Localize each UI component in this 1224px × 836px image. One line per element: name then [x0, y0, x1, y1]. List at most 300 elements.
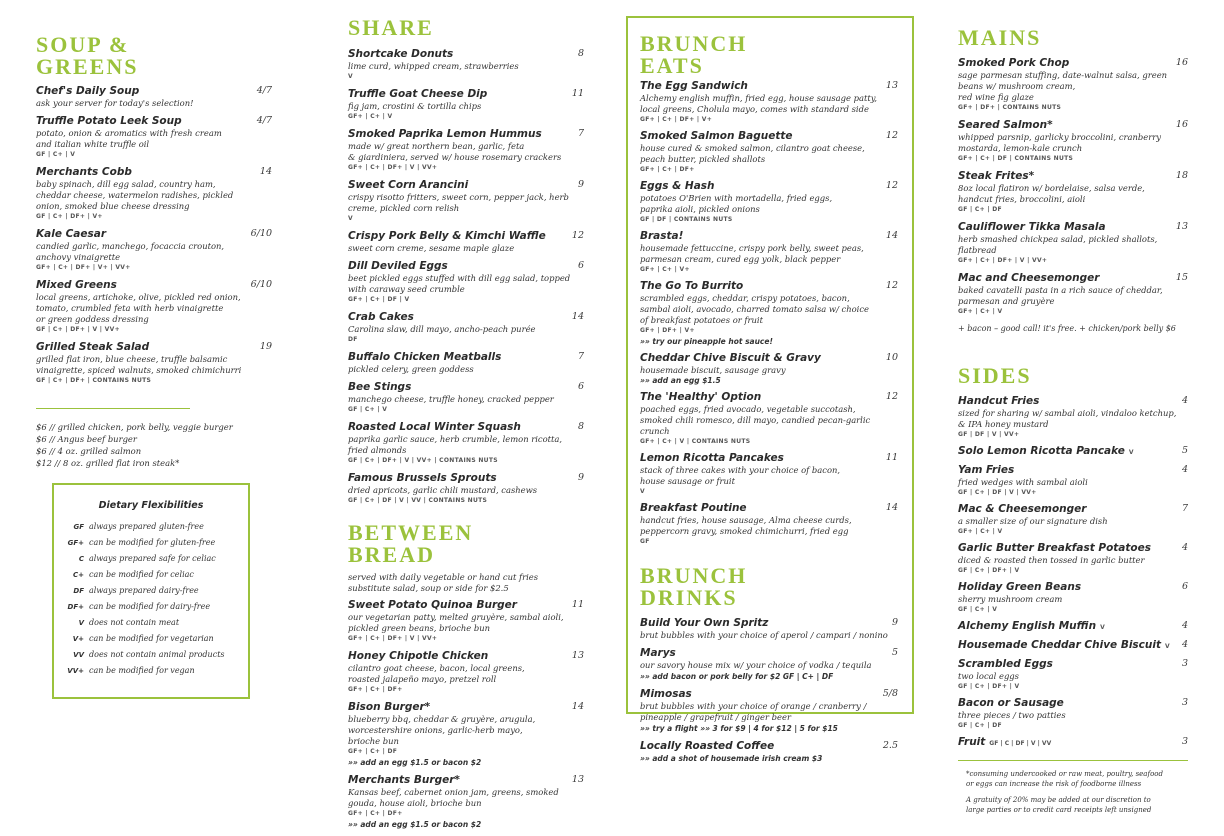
item-name-text: Marys — [640, 647, 676, 659]
section-title-between: BETWEEN BREAD — [348, 520, 474, 567]
item-description: brioche bun — [348, 736, 399, 746]
dietary-tags: GF | DF | V | VV+ — [958, 431, 1020, 438]
item-description: handcut fries, house sausage, Alma cheese curds, — [640, 515, 852, 525]
item-name-text: Truffle Goat Cheese Dip — [348, 88, 488, 100]
item-price: 4 — [1181, 464, 1188, 475]
item-price: 13 — [571, 774, 584, 785]
item-description: smoked chili romesco, dill mayo, candied pecan-garlic — [640, 415, 871, 425]
item-description: red wine fig glaze — [958, 92, 1034, 102]
menu-item — [958, 697, 1188, 731]
item-description: & giardiniera, served w/ house rosemary crackers — [348, 152, 562, 162]
dietary-tags: GF — [640, 538, 650, 545]
dietary-tags: GF+ | C+ | DF+ — [640, 166, 695, 173]
item-name-text: Cheddar Chive Biscuit & Gravy — [640, 352, 821, 364]
item-price: 3 — [1181, 658, 1188, 669]
menu-item — [640, 617, 898, 641]
dietary-tags: GF | C+ | V — [348, 406, 388, 413]
item-description: cilantro goat cheese, bacon, local greens, — [348, 663, 525, 673]
item-description: peach butter, pickled shallots — [640, 154, 766, 164]
dietary-tags: GF+ | C+ | V — [958, 308, 1003, 315]
item-name-text: Crab Cakes — [348, 311, 414, 323]
item-description: beet pickled eggs stuffed with dill egg salad, topped — [348, 273, 571, 283]
dietary-code: V — [78, 619, 84, 627]
dietary-tags: GF+ | DF+ | CONTAINS NUTS — [958, 104, 1062, 111]
item-description: worcestershire onions, garlic-herb mayo, — [348, 725, 523, 735]
menu-item — [348, 351, 584, 375]
item-description: beans w/ mushroom cream, — [958, 81, 1076, 91]
item-description: candied garlic, manchego, focaccia crouton, — [36, 241, 225, 251]
soup-items — [36, 85, 272, 386]
menu-item — [640, 280, 898, 347]
dietary-tags: GF+ | C+ | DF — [348, 748, 398, 755]
item-description: Alchemy english muffin, fried egg, house sausage patty, — [640, 93, 878, 103]
item-name-text: Solo Lemon Ricotta Pancake — [958, 445, 1125, 457]
dietary-text: can be modified for vegan — [89, 666, 195, 675]
item-addon-note: »» add a shot of housemade irish cream $3 — [640, 754, 823, 763]
item-name-text: Bee Stings — [348, 381, 412, 393]
item-price: 13 — [885, 80, 898, 91]
mains-items — [958, 57, 1188, 317]
menu-item — [36, 341, 272, 386]
item-name — [348, 48, 584, 61]
addons-list — [36, 421, 272, 469]
menu-item — [348, 701, 584, 768]
item-price: 19 — [259, 341, 272, 352]
item-price: 12 — [885, 280, 898, 291]
item-name-text: Scrambled Eggs — [958, 658, 1053, 670]
item-price: 12 — [885, 391, 898, 402]
item-addon-note: »» try a flight »» 3 for $9 | 4 for $12 | 5 for $15 — [640, 724, 838, 733]
item-name — [640, 180, 898, 193]
item-description: cheddar cheese, watermelon radishes, pickled — [36, 190, 234, 200]
item-description: gouda, house aioli, brioche bun — [348, 798, 482, 808]
item-name — [958, 170, 1188, 183]
item-name — [640, 391, 898, 404]
item-price: 14 — [259, 166, 272, 177]
item-description: brut bubbles with your choice of orange / cranberry / — [640, 701, 867, 711]
item-name-text: The 'Healthy' Option — [640, 391, 762, 403]
dietary-text: can be modified for vegetarian — [89, 634, 214, 643]
dietary-tags: V — [348, 215, 353, 222]
menu-item — [348, 472, 584, 506]
item-description: paprika garlic sauce, herb crumble, lemon ricotta, — [348, 434, 563, 444]
dietary-row — [62, 535, 248, 551]
menu-item — [36, 85, 272, 109]
item-name — [36, 341, 272, 354]
menu-item — [958, 272, 1188, 317]
dietary-code: DF — [73, 587, 84, 595]
dietary-text: does not contain meat — [89, 618, 180, 627]
item-price: 16 — [1175, 57, 1188, 68]
item-name-text: Alchemy English Muffin — [958, 620, 1097, 632]
dietary-tags: GF+ | C+ | DF | V — [348, 296, 410, 303]
item-price: 4/7 — [256, 85, 272, 96]
item-name — [958, 57, 1188, 70]
item-price: 6 — [577, 260, 584, 271]
section-title-drinks: BRUNCH DRINKS — [640, 563, 748, 610]
item-price: 14 — [571, 311, 584, 322]
item-name-text: Sweet Corn Arancini — [348, 179, 469, 191]
item-price: 16 — [1175, 119, 1188, 130]
item-description: mostarda, lemon-kale crunch — [958, 143, 1083, 153]
item-name — [958, 581, 1188, 594]
item-description: lime curd, whipped cream, strawberries — [348, 61, 519, 71]
dietary-tags: GF | C+ | DF+ | CONTAINS NUTS — [36, 377, 152, 384]
column-soup — [36, 0, 272, 469]
item-name-text: Mac & Cheesemonger — [958, 503, 1087, 515]
dietary-tags: DF — [348, 336, 358, 343]
item-name-text: Mixed Greens — [36, 279, 117, 291]
dietary-tags: GF | C+ | DF — [958, 722, 1002, 729]
item-name-text: Bacon or Sausage — [958, 697, 1064, 709]
dietary-tags: GF | C+ | DF+ | V | VV+ — [36, 326, 120, 333]
menu-item — [348, 311, 584, 345]
dietary-code: VV+ — [67, 667, 84, 675]
dietary-tags: GF+ | C+ | DF+ — [348, 810, 403, 817]
dietary-text: always prepared safe for celiac — [89, 554, 216, 563]
item-description: potatoes O'Brien with mortadella, fried eggs, — [640, 193, 833, 203]
item-name — [640, 647, 898, 660]
item-description: crunch — [640, 426, 670, 436]
item-price: 9 — [891, 617, 898, 628]
item-name — [958, 272, 1188, 285]
item-name-text: Kale Caesar — [36, 228, 107, 240]
menu-item — [348, 230, 584, 254]
addon-line: $6 // grilled chicken, pork belly, veggie burger — [36, 422, 233, 432]
item-description: Carolina slaw, dill mayo, ancho-peach purée — [348, 324, 536, 334]
item-name-text: Brasta! — [640, 230, 684, 242]
intro-line: served with daily vegetable or hand cut fries — [348, 572, 539, 582]
dietary-tags: GF+ | C+ | V — [958, 528, 1003, 535]
item-name — [640, 617, 898, 630]
item-price: 9 — [577, 179, 584, 190]
footer-line: or eggs can increase the risk of foodborne illness — [966, 780, 1142, 788]
item-name-text: Roasted Local Winter Squash — [348, 421, 521, 433]
section-title-soup: SOUP & GREENS — [36, 32, 139, 79]
menu-item — [958, 620, 1188, 634]
item-price: 15 — [1175, 272, 1188, 283]
dietary-text: can be modified for celiac — [89, 570, 194, 579]
dietary-row — [62, 583, 248, 599]
item-name-text: Mimosas — [640, 688, 692, 700]
item-name — [348, 381, 584, 394]
dietary-tags: GF+ | C+ | V | CONTAINS NUTS — [640, 438, 751, 445]
item-name — [36, 279, 272, 292]
item-name — [36, 115, 272, 128]
item-name — [348, 230, 584, 243]
dietary-tags: GF | C+ | DF+ | V | VV+ | CONTAINS NUTS — [348, 457, 498, 464]
drinks-items — [640, 617, 898, 764]
item-name-text: Bison Burger* — [348, 701, 431, 713]
menu-item — [640, 452, 898, 497]
item-description: local greens, Cholula mayo, comes with standard side — [640, 104, 869, 114]
item-description: 8oz local flatiron w/ bordelaise, salsa verde, — [958, 183, 1145, 193]
item-name — [348, 260, 584, 273]
item-name — [36, 166, 272, 179]
menu-item — [348, 128, 584, 173]
item-name — [958, 542, 1188, 555]
dietary-text: can be modified for dairy-free — [89, 602, 211, 611]
item-name — [348, 88, 584, 101]
addon-line: $6 // Angus beef burger — [36, 434, 137, 444]
item-description: sambal aioli, avocado, charred tomato salsa w/ choice — [640, 304, 870, 314]
item-name — [348, 599, 584, 612]
item-description: local greens, artichoke, olive, pickled red onion, — [36, 292, 241, 302]
item-name — [36, 228, 272, 241]
item-name — [640, 452, 898, 465]
item-description: flatbread — [958, 245, 997, 255]
dietary-code: C+ — [72, 571, 84, 579]
item-price: 11 — [571, 599, 584, 610]
item-name-text: Shortcake Donuts — [348, 48, 454, 60]
item-description: pineapple / grapefruit / ginger beer — [640, 712, 791, 722]
item-description: ask your server for today's selection! — [36, 98, 194, 108]
item-price: 4 — [1181, 395, 1188, 406]
item-price: 6/10 — [250, 279, 272, 290]
item-price: 13 — [1175, 221, 1188, 232]
menu-item — [640, 352, 898, 386]
item-name-text: Holiday Green Beans — [958, 581, 1082, 593]
item-description: tomato, crumbled feta with herb vinaigrette — [36, 303, 224, 313]
item-name-text: Merchants Burger* — [348, 774, 460, 786]
item-description: diced & roasted then tossed in garlic butter — [958, 555, 1145, 565]
item-description: fried wedges with sambal aioli — [958, 477, 1088, 487]
item-name — [958, 697, 1188, 710]
item-name-text: Truffle Potato Leek Soup — [36, 115, 182, 127]
item-description: baked cavatelli pasta in a rich sauce of cheddar, — [958, 285, 1163, 295]
item-name-text: Garlic Butter Breakfast Potatoes — [958, 542, 1151, 554]
item-name — [958, 620, 1188, 634]
item-description: or green goddess dressing — [36, 314, 149, 324]
menu-item — [640, 130, 898, 175]
item-description: grilled flat iron, blue cheese, truffle balsamic — [36, 354, 228, 364]
item-price: 5 — [891, 647, 898, 658]
item-description: two local eggs — [958, 671, 1019, 681]
item-description: sage parmesan stuffing, date-walnut salsa, green — [958, 70, 1168, 80]
item-name-text: The Egg Sandwich — [640, 80, 748, 92]
item-description: three pieces / two patties — [958, 710, 1066, 720]
item-description: onion, smoked blue cheese dressing — [36, 201, 190, 211]
dietary-tags: GF | C+ | V — [36, 151, 76, 158]
item-description: & IPA honey mustard — [958, 419, 1049, 429]
item-price: 14 — [885, 502, 898, 513]
item-name-text: Smoked Paprika Lemon Hummus — [348, 128, 542, 140]
item-name-text: Sweet Potato Quinoa Burger — [348, 599, 517, 611]
item-price: 5/8 — [882, 688, 898, 699]
menu-item — [958, 395, 1188, 440]
menu-item — [348, 88, 584, 122]
item-description: crispy risotto fritters, sweet corn, pepper jack, herb — [348, 192, 569, 202]
item-name-text: Famous Brussels Sprouts — [348, 472, 497, 484]
dietary-tags: GF+ | C+ | V+ — [640, 266, 690, 273]
item-description: herb smashed chickpea salad, pickled shallots, — [958, 234, 1158, 244]
item-name — [958, 464, 1188, 477]
menu-item — [958, 658, 1188, 692]
menu-item — [640, 391, 898, 447]
item-price: 12 — [571, 230, 584, 241]
addon-line: $6 // 4 oz. grilled salmon — [36, 446, 142, 456]
dietary-tags: V — [640, 488, 645, 495]
menu-item — [348, 381, 584, 415]
item-description: whipped parsnip, garlicky broccolini, cranberry — [958, 132, 1161, 142]
item-addon-note: »» add an egg $1.5 or bacon $2 — [348, 820, 482, 829]
dietary-row — [62, 647, 248, 663]
item-description: sweet corn creme, sesame maple glaze — [348, 243, 515, 253]
menu-item — [348, 650, 584, 695]
item-name — [348, 311, 584, 324]
item-price: 14 — [571, 701, 584, 712]
item-name — [958, 395, 1188, 408]
item-name — [348, 472, 584, 485]
item-price: 12 — [885, 180, 898, 191]
menu-item — [36, 228, 272, 273]
dietary-row — [62, 519, 248, 535]
item-description: fig jam, crostini & tortilla chips — [348, 101, 482, 111]
dietary-tags: GF+ | C+ | DF+ | V+ | VV+ — [36, 264, 131, 271]
item-price: 5 — [1181, 445, 1188, 456]
dietary-tags: GF | C+ | DF+ | V+ — [36, 213, 103, 220]
menu-item — [348, 599, 584, 644]
item-name-text: Smoked Pork Chop — [958, 57, 1070, 69]
menu-item — [348, 48, 584, 82]
footer-line: large parties or to credit card receipts left unsigned — [966, 806, 1152, 814]
item-name-text: Fruit — [958, 736, 986, 748]
menu-item — [640, 180, 898, 225]
item-description: fried almonds — [348, 445, 407, 455]
footer-warning — [966, 769, 1188, 789]
item-name — [640, 740, 898, 753]
item-description: paprika aioli, pickled onions — [640, 204, 760, 214]
dietary-code: GF — [73, 523, 84, 531]
item-price: 2.5 — [882, 740, 898, 751]
item-description: peppercorn gravy, smoked chimichurri, fried egg — [640, 526, 849, 536]
item-price: 10 — [885, 352, 898, 363]
dietary-tags: »» add an egg $1.5 — [640, 376, 721, 385]
section-title-share: SHARE — [348, 15, 434, 40]
item-price: 9 — [577, 472, 584, 483]
menu-item — [640, 740, 898, 764]
dietary-tags: GF+ | C+ | DF+ | V+ — [640, 116, 713, 123]
item-description: parmesan cream, cured egg yolk, black pepper — [640, 254, 841, 264]
item-description: a smaller size of our signature dish — [958, 516, 1108, 526]
item-inline-tags: GF | C | DF | V | VV — [989, 740, 1052, 747]
item-name — [958, 736, 1188, 750]
item-price: 4 — [1181, 620, 1188, 631]
item-name-text: Crispy Pork Belly & Kimchi Waffle — [348, 230, 546, 242]
item-name-text: The Go To Burrito — [640, 280, 744, 292]
item-description: housemade biscuit, sausage gravy — [640, 365, 786, 375]
menu-item — [640, 647, 898, 682]
item-description: house sausage or fruit — [640, 476, 735, 486]
divider — [958, 760, 1188, 761]
menu-item — [348, 260, 584, 305]
dietary-code: V+ — [72, 635, 84, 643]
dietary-code: VV — [73, 651, 84, 659]
menu-item — [36, 166, 272, 222]
item-name — [640, 688, 898, 701]
item-description: our savory house mix w/ your choice of vodka / tequila — [640, 660, 872, 670]
item-name — [348, 351, 584, 364]
mains-addon: + bacon – good call! it's free. + chicken/pork belly $6 — [958, 324, 1176, 333]
item-description: brut bubbles with your choice of aperol / campari / nonino — [640, 630, 888, 640]
dietary-box — [52, 483, 250, 699]
item-price: 11 — [885, 452, 898, 463]
item-price: 13 — [571, 650, 584, 661]
column-brunch — [640, 0, 898, 770]
dietary-tags: GF+ | C+ | DF | CONTAINS NUTS — [958, 155, 1074, 162]
dietary-list — [62, 519, 248, 679]
dietary-tags: GF+ | C+ | DF+ | V | VV+ — [958, 257, 1048, 264]
item-price: 7 — [577, 351, 584, 362]
item-inline-tags: V — [1128, 449, 1134, 456]
share-items — [348, 48, 584, 506]
item-name — [640, 280, 898, 293]
item-addon-note: »» try our pineapple hot sauce! — [640, 337, 773, 346]
item-name — [348, 650, 584, 663]
dietary-text: always prepared gluten-free — [89, 522, 204, 531]
item-description: vinaigrette, spiced walnuts, smoked chimichurri — [36, 365, 242, 375]
dietary-text: does not contain animal products — [89, 650, 225, 659]
item-name-text: Lemon Ricotta Pancakes — [640, 452, 784, 464]
item-inline-tags: V — [1165, 643, 1170, 650]
dietary-row — [62, 567, 248, 583]
dietary-text: always prepared dairy-free — [89, 586, 199, 595]
item-price: 6 — [577, 381, 584, 392]
menu-item — [958, 542, 1188, 576]
item-name-text: Eggs & Hash — [640, 180, 715, 192]
menu-item — [640, 80, 898, 125]
item-description: Kansas beef, cabernet onion jam, greens, smoked — [348, 787, 559, 797]
item-price: 3 — [1181, 736, 1188, 747]
item-price: 18 — [1175, 170, 1188, 181]
item-name-text: Mac and Cheesemonger — [958, 272, 1100, 284]
dietary-code: DF+ — [67, 603, 84, 611]
item-name — [640, 130, 898, 143]
item-description: poached eggs, fried avocado, vegetable succotash, — [640, 404, 856, 414]
item-name-text: Cauliflower Tikka Masala — [958, 221, 1106, 233]
item-addon-note: »» add an egg $1.5 or bacon $2 — [348, 758, 482, 767]
dietary-tags: GF | C+ | DF | V | VV+ — [958, 489, 1037, 496]
dietary-tags: V — [348, 73, 353, 80]
item-description: and italian white truffle oil — [36, 139, 150, 149]
dietary-code: C — [78, 555, 84, 563]
divider — [36, 408, 190, 409]
item-description: housemade fettuccine, crispy pork belly, sweet peas, — [640, 243, 864, 253]
item-description: pickled green beans, brioche bun — [348, 623, 491, 633]
dietary-tags: GF | C+ | DF — [958, 206, 1002, 213]
item-description: made w/ great northern bean, garlic, feta — [348, 141, 525, 151]
item-description: creme, pickled corn relish — [348, 203, 460, 213]
menu-item — [958, 221, 1188, 266]
item-description: sized for sharing w/ sambal aioli, vindaloo ketchup, — [958, 408, 1177, 418]
dietary-tags: GF | C+ | DF+ | V — [958, 683, 1020, 690]
dietary-row — [62, 551, 248, 567]
item-price: 6/10 — [250, 228, 272, 239]
item-addon-note: »» add bacon or pork belly for $2 GF | C+ | DF — [640, 672, 834, 681]
dietary-tags: GF | C+ | DF+ | V — [958, 567, 1020, 574]
item-description: parmesan and gruyère — [958, 296, 1055, 306]
item-price: 8 — [577, 48, 584, 59]
item-description: anchovy vinaigrette — [36, 252, 121, 262]
section-title-sides: SIDES — [958, 363, 1032, 388]
item-name-text: Yam Fries — [958, 464, 1015, 476]
item-name — [348, 179, 584, 192]
dietary-text: can be modified for gluten-free — [89, 538, 216, 547]
item-name — [958, 658, 1188, 671]
between-intro — [348, 572, 584, 594]
intro-line: substitute salad, soup or side for $2.5 — [348, 583, 509, 593]
footer-line: *consuming undercooked or raw meat, poultry, seafood — [966, 770, 1163, 778]
